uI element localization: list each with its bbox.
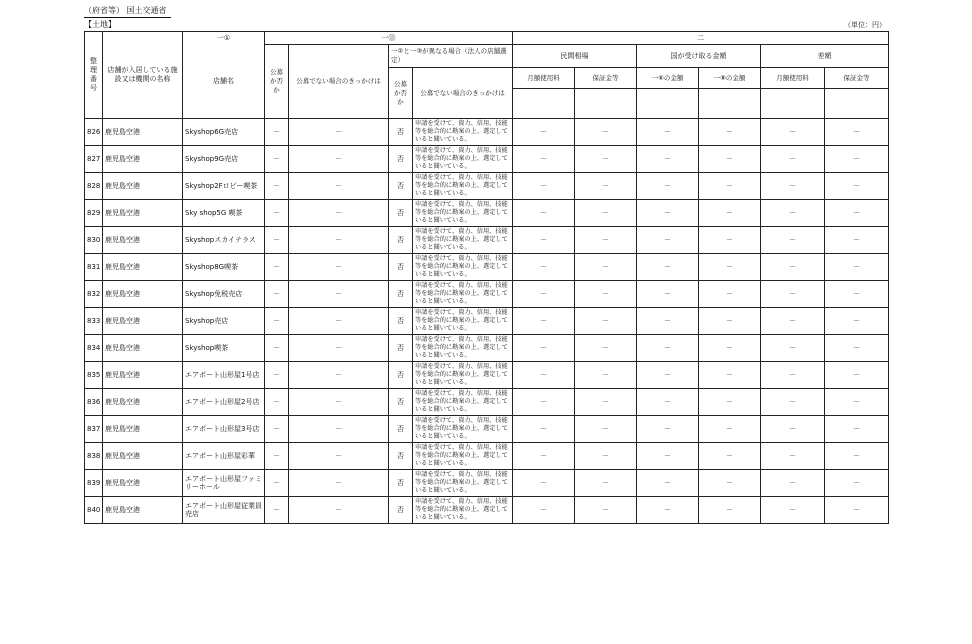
table-row <box>85 173 889 200</box>
row-public-1-cell: － <box>265 173 289 200</box>
row-received-8-cell: － <box>699 497 761 524</box>
table-row <box>85 470 889 497</box>
row-store-cell: エアポート山形屋3号店 <box>183 416 265 443</box>
ministry-prefix: （府省等） <box>84 6 124 15</box>
row-market-monthly-cell: － <box>513 308 575 335</box>
table-row <box>85 335 889 362</box>
row-public-1-cell: － <box>265 200 289 227</box>
col-received-8-header: 一⑧の金額 <box>699 68 761 89</box>
row-facility-cell: 鹿児島空港 <box>103 281 183 308</box>
col-market-header: 民間相場 <box>513 45 637 68</box>
row-id-cell: 835 <box>85 362 103 389</box>
row-reason-2-cell: 申請を受けて、資力、信用、技能等を総合的に勘案の上、選定していると聞いている。 <box>413 443 513 470</box>
row-diff-deposit-cell: － <box>825 308 889 335</box>
col-store-header: 店舗名 <box>183 45 265 119</box>
col-id-header: 整理番号 <box>85 32 103 119</box>
row-market-deposit-cell: － <box>575 335 637 362</box>
col-market-deposit-header: 保証金等 <box>575 68 637 89</box>
row-facility-cell: 鹿児島空港 <box>103 443 183 470</box>
row-reason-1-cell: － <box>289 281 389 308</box>
table-row <box>85 308 889 335</box>
row-received-6-cell: － <box>637 443 699 470</box>
row-store-cell: エアポート山形屋彩華 <box>183 443 265 470</box>
row-id-cell: 832 <box>85 281 103 308</box>
row-received-6-cell: － <box>637 254 699 281</box>
row-public-1-cell: － <box>265 443 289 470</box>
row-received-6-cell: － <box>637 200 699 227</box>
col-received-6-header: 一⑥の金額 <box>637 68 699 89</box>
row-store-cell: エアポート山形屋2号店 <box>183 389 265 416</box>
row-diff-monthly-cell: － <box>761 254 825 281</box>
col-diff-selection-header: 一②と一③が異なる場合（法人の店舗選定） <box>389 45 513 68</box>
row-id-cell: 833 <box>85 308 103 335</box>
col-group-1-header: 一① <box>183 32 265 45</box>
row-received-8-cell: － <box>699 227 761 254</box>
row-market-monthly-cell: － <box>513 443 575 470</box>
col-reason-2-header: 公募でない場合のきっかけは <box>413 68 513 119</box>
row-id-cell: 839 <box>85 470 103 497</box>
row-store-cell: Sky shop5G 喫茶 <box>183 200 265 227</box>
row-id-cell: 836 <box>85 389 103 416</box>
col-public-1-header: 公募か否か <box>265 45 289 119</box>
store-ledger-table <box>84 31 889 524</box>
row-store-cell: Skyshop喫茶 <box>183 335 265 362</box>
row-reason-1-cell: － <box>289 254 389 281</box>
row-received-8-cell: － <box>699 119 761 146</box>
row-diff-deposit-cell: － <box>825 173 889 200</box>
row-diff-monthly-cell: － <box>761 389 825 416</box>
col-diff-monthly-header: 月額使用料 <box>761 68 825 89</box>
row-diff-monthly-cell: － <box>761 308 825 335</box>
row-diff-deposit-cell: － <box>825 200 889 227</box>
row-store-cell: Skyshop6G売店 <box>183 119 265 146</box>
row-reason-1-cell: － <box>289 308 389 335</box>
row-public-2-cell: 否 <box>389 281 413 308</box>
row-reason-1-cell: － <box>289 146 389 173</box>
col-facility-header: 店舗が入居している施設又は機関の名称 <box>103 32 183 119</box>
spacer-cell <box>761 89 825 119</box>
row-market-monthly-cell: － <box>513 497 575 524</box>
row-public-1-cell: － <box>265 254 289 281</box>
col-received-header: 国が受け取る金額 <box>637 45 761 68</box>
row-public-1-cell: － <box>265 416 289 443</box>
row-diff-deposit-cell: － <box>825 416 889 443</box>
row-market-deposit-cell: － <box>575 119 637 146</box>
row-received-8-cell: － <box>699 416 761 443</box>
row-facility-cell: 鹿児島空港 <box>103 389 183 416</box>
row-id-cell: 834 <box>85 335 103 362</box>
row-public-2-cell: 否 <box>389 173 413 200</box>
table-row <box>85 119 889 146</box>
row-diff-monthly-cell: － <box>761 173 825 200</box>
row-market-deposit-cell: － <box>575 416 637 443</box>
table-row <box>85 443 889 470</box>
row-market-deposit-cell: － <box>575 308 637 335</box>
row-reason-1-cell: － <box>289 119 389 146</box>
table-row <box>85 227 889 254</box>
row-diff-deposit-cell: － <box>825 443 889 470</box>
header-row-groups <box>85 32 889 45</box>
row-public-2-cell: 否 <box>389 443 413 470</box>
row-diff-monthly-cell: － <box>761 146 825 173</box>
row-facility-cell: 鹿児島空港 <box>103 200 183 227</box>
row-received-8-cell: － <box>699 443 761 470</box>
row-reason-2-cell: 申請を受けて、資力、信用、技能等を総合的に勘案の上、選定していると聞いている。 <box>413 173 513 200</box>
row-received-8-cell: － <box>699 335 761 362</box>
spacer-cell <box>513 89 575 119</box>
row-market-monthly-cell: － <box>513 254 575 281</box>
row-public-1-cell: － <box>265 227 289 254</box>
row-diff-monthly-cell: － <box>761 470 825 497</box>
row-public-2-cell: 否 <box>389 497 413 524</box>
row-reason-1-cell: － <box>289 335 389 362</box>
col-group-2-header: 一⑪ <box>265 32 513 45</box>
row-market-monthly-cell: － <box>513 362 575 389</box>
row-public-2-cell: 否 <box>389 470 413 497</box>
row-received-6-cell: － <box>637 281 699 308</box>
row-reason-2-cell: 申請を受けて、資力、信用、技能等を総合的に勘案の上、選定していると聞いている。 <box>413 227 513 254</box>
table-row <box>85 146 889 173</box>
row-diff-monthly-cell: － <box>761 200 825 227</box>
row-public-1-cell: － <box>265 497 289 524</box>
row-id-cell: 840 <box>85 497 103 524</box>
row-store-cell: Skyshop免税売店 <box>183 281 265 308</box>
row-reason-1-cell: － <box>289 227 389 254</box>
row-id-cell: 830 <box>85 227 103 254</box>
row-reason-2-cell: 申請を受けて、資力、信用、技能等を総合的に勘案の上、選定していると聞いている。 <box>413 362 513 389</box>
row-reason-2-cell: 申請を受けて、資力、信用、技能等を総合的に勘案の上、選定していると聞いている。 <box>413 308 513 335</box>
row-facility-cell: 鹿児島空港 <box>103 146 183 173</box>
row-market-deposit-cell: － <box>575 254 637 281</box>
row-public-1-cell: － <box>265 470 289 497</box>
row-diff-monthly-cell: － <box>761 335 825 362</box>
row-received-6-cell: － <box>637 173 699 200</box>
col-market-monthly-header: 月額使用料 <box>513 68 575 89</box>
row-facility-cell: 鹿児島空港 <box>103 497 183 524</box>
row-public-1-cell: － <box>265 146 289 173</box>
row-id-cell: 831 <box>85 254 103 281</box>
row-facility-cell: 鹿児島空港 <box>103 119 183 146</box>
table-row <box>85 200 889 227</box>
row-diff-deposit-cell: － <box>825 389 889 416</box>
row-received-6-cell: － <box>637 119 699 146</box>
table-row <box>85 497 889 524</box>
row-diff-deposit-cell: － <box>825 335 889 362</box>
row-facility-cell: 鹿児島空港 <box>103 362 183 389</box>
row-store-cell: エアポート山形屋ファミリーホール <box>183 470 265 497</box>
table-row <box>85 389 889 416</box>
row-public-2-cell: 否 <box>389 254 413 281</box>
row-received-6-cell: － <box>637 416 699 443</box>
spacer-cell <box>637 89 699 119</box>
row-id-cell: 828 <box>85 173 103 200</box>
row-diff-deposit-cell: － <box>825 362 889 389</box>
row-reason-1-cell: － <box>289 497 389 524</box>
row-public-2-cell: 否 <box>389 389 413 416</box>
row-id-cell: 826 <box>85 119 103 146</box>
row-reason-1-cell: － <box>289 173 389 200</box>
row-reason-2-cell: 申請を受けて、資力、信用、技能等を総合的に勘案の上、選定していると聞いている。 <box>413 416 513 443</box>
row-public-1-cell: － <box>265 119 289 146</box>
unit-label: （単位：円） <box>844 21 886 29</box>
row-market-monthly-cell: － <box>513 335 575 362</box>
row-received-8-cell: － <box>699 200 761 227</box>
row-received-8-cell: － <box>699 470 761 497</box>
row-reason-1-cell: － <box>289 443 389 470</box>
row-received-6-cell: － <box>637 146 699 173</box>
row-diff-monthly-cell: － <box>761 119 825 146</box>
row-store-cell: Skyshop9G売店 <box>183 146 265 173</box>
row-reason-2-cell: 申請を受けて、資力、信用、技能等を総合的に勘案の上、選定していると聞いている。 <box>413 335 513 362</box>
row-received-6-cell: － <box>637 362 699 389</box>
row-received-8-cell: － <box>699 173 761 200</box>
row-store-cell: Skyshop2Fロビー喫茶 <box>183 173 265 200</box>
row-received-6-cell: － <box>637 308 699 335</box>
row-store-cell: Skyshop売店 <box>183 308 265 335</box>
row-reason-2-cell: 申請を受けて、資力、信用、技能等を総合的に勘案の上、選定していると聞いている。 <box>413 281 513 308</box>
row-facility-cell: 鹿児島空港 <box>103 227 183 254</box>
row-market-monthly-cell: － <box>513 200 575 227</box>
row-market-monthly-cell: － <box>513 389 575 416</box>
row-market-monthly-cell: － <box>513 173 575 200</box>
row-reason-1-cell: － <box>289 200 389 227</box>
row-market-deposit-cell: － <box>575 146 637 173</box>
row-market-deposit-cell: － <box>575 200 637 227</box>
table-header <box>85 32 889 119</box>
row-diff-monthly-cell: － <box>761 362 825 389</box>
row-public-2-cell: 否 <box>389 335 413 362</box>
row-reason-2-cell: 申請を受けて、資力、信用、技能等を総合的に勘案の上、選定していると聞いている。 <box>413 254 513 281</box>
table-row <box>85 416 889 443</box>
row-facility-cell: 鹿児島空港 <box>103 335 183 362</box>
row-received-8-cell: － <box>699 389 761 416</box>
row-reason-2-cell: 申請を受けて、資力、信用、技能等を総合的に勘案の上、選定していると聞いている。 <box>413 389 513 416</box>
row-received-8-cell: － <box>699 281 761 308</box>
col-diff-amount-header: 差額 <box>761 45 889 68</box>
row-market-deposit-cell: － <box>575 470 637 497</box>
spacer-cell <box>575 89 637 119</box>
row-facility-cell: 鹿児島空港 <box>103 470 183 497</box>
row-market-deposit-cell: － <box>575 389 637 416</box>
row-store-cell: エアポート山形屋1号店 <box>183 362 265 389</box>
row-diff-monthly-cell: － <box>761 416 825 443</box>
row-received-8-cell: － <box>699 254 761 281</box>
col-group-3-header: 二 <box>513 32 889 45</box>
row-market-monthly-cell: － <box>513 119 575 146</box>
row-reason-2-cell: 申請を受けて、資力、信用、技能等を総合的に勘案の上、選定していると聞いている。 <box>413 200 513 227</box>
table-row <box>85 254 889 281</box>
row-id-cell: 837 <box>85 416 103 443</box>
row-store-cell: エアポート山形屋従業員売店 <box>183 497 265 524</box>
row-reason-1-cell: － <box>289 389 389 416</box>
row-market-deposit-cell: － <box>575 362 637 389</box>
row-public-1-cell: － <box>265 389 289 416</box>
row-market-monthly-cell: － <box>513 227 575 254</box>
row-received-8-cell: － <box>699 362 761 389</box>
header-row-sub <box>85 45 889 68</box>
row-market-monthly-cell: － <box>513 416 575 443</box>
row-id-cell: 838 <box>85 443 103 470</box>
row-received-6-cell: － <box>637 470 699 497</box>
row-reason-2-cell: 申請を受けて、資力、信用、技能等を総合的に勘案の上、選定していると聞いている。 <box>413 470 513 497</box>
row-received-8-cell: － <box>699 308 761 335</box>
row-received-8-cell: － <box>699 146 761 173</box>
row-received-6-cell: － <box>637 227 699 254</box>
row-facility-cell: 鹿児島空港 <box>103 254 183 281</box>
table-row <box>85 281 889 308</box>
row-diff-deposit-cell: － <box>825 470 889 497</box>
row-market-deposit-cell: － <box>575 173 637 200</box>
row-market-monthly-cell: － <box>513 281 575 308</box>
row-reason-2-cell: 申請を受けて、資力、信用、技能等を総合的に勘案の上、選定していると聞いている。 <box>413 146 513 173</box>
row-public-1-cell: － <box>265 308 289 335</box>
row-id-cell: 829 <box>85 200 103 227</box>
row-diff-deposit-cell: － <box>825 119 889 146</box>
row-diff-deposit-cell: － <box>825 227 889 254</box>
row-public-1-cell: － <box>265 281 289 308</box>
table-body <box>85 119 889 524</box>
row-diff-monthly-cell: － <box>761 281 825 308</box>
row-reason-1-cell: － <box>289 416 389 443</box>
row-diff-deposit-cell: － <box>825 497 889 524</box>
row-market-monthly-cell: － <box>513 146 575 173</box>
row-public-1-cell: － <box>265 335 289 362</box>
row-market-deposit-cell: － <box>575 281 637 308</box>
ministry-name: 国土交通省 <box>126 6 167 15</box>
row-public-2-cell: 否 <box>389 146 413 173</box>
row-diff-deposit-cell: － <box>825 146 889 173</box>
row-public-2-cell: 否 <box>389 227 413 254</box>
row-reason-1-cell: － <box>289 362 389 389</box>
row-diff-deposit-cell: － <box>825 281 889 308</box>
row-facility-cell: 鹿児島空港 <box>103 416 183 443</box>
section-label: 【土地】 <box>84 20 116 29</box>
spacer-cell <box>825 89 889 119</box>
row-diff-monthly-cell: － <box>761 443 825 470</box>
row-public-2-cell: 否 <box>389 416 413 443</box>
row-diff-monthly-cell: － <box>761 497 825 524</box>
row-received-6-cell: － <box>637 335 699 362</box>
row-diff-deposit-cell: － <box>825 254 889 281</box>
spacer-cell <box>699 89 761 119</box>
row-diff-monthly-cell: － <box>761 227 825 254</box>
ministry-line <box>84 6 171 18</box>
row-public-2-cell: 否 <box>389 308 413 335</box>
row-received-6-cell: － <box>637 389 699 416</box>
col-reason-1-header: 公募でない場合のきっかけは <box>289 45 389 119</box>
row-received-6-cell: － <box>637 497 699 524</box>
row-reason-1-cell: － <box>289 470 389 497</box>
col-diff-deposit-header: 保証金等 <box>825 68 889 89</box>
row-public-1-cell: － <box>265 362 289 389</box>
row-facility-cell: 鹿児島空港 <box>103 173 183 200</box>
row-market-deposit-cell: － <box>575 497 637 524</box>
col-public-2-header: 公募か否か <box>389 68 413 119</box>
row-public-2-cell: 否 <box>389 362 413 389</box>
row-reason-2-cell: 申請を受けて、資力、信用、技能等を総合的に勘案の上、選定していると聞いている。 <box>413 119 513 146</box>
row-facility-cell: 鹿児島空港 <box>103 308 183 335</box>
row-store-cell: Skyshop8G喫茶 <box>183 254 265 281</box>
row-market-deposit-cell: － <box>575 227 637 254</box>
row-id-cell: 827 <box>85 146 103 173</box>
row-market-deposit-cell: － <box>575 443 637 470</box>
row-market-monthly-cell: － <box>513 470 575 497</box>
row-store-cell: Skyshopスカイテラス <box>183 227 265 254</box>
row-public-2-cell: 否 <box>389 200 413 227</box>
table-row <box>85 362 889 389</box>
row-reason-2-cell: 申請を受けて、資力、信用、技能等を総合的に勘案の上、選定していると聞いている。 <box>413 497 513 524</box>
row-public-2-cell: 否 <box>389 119 413 146</box>
